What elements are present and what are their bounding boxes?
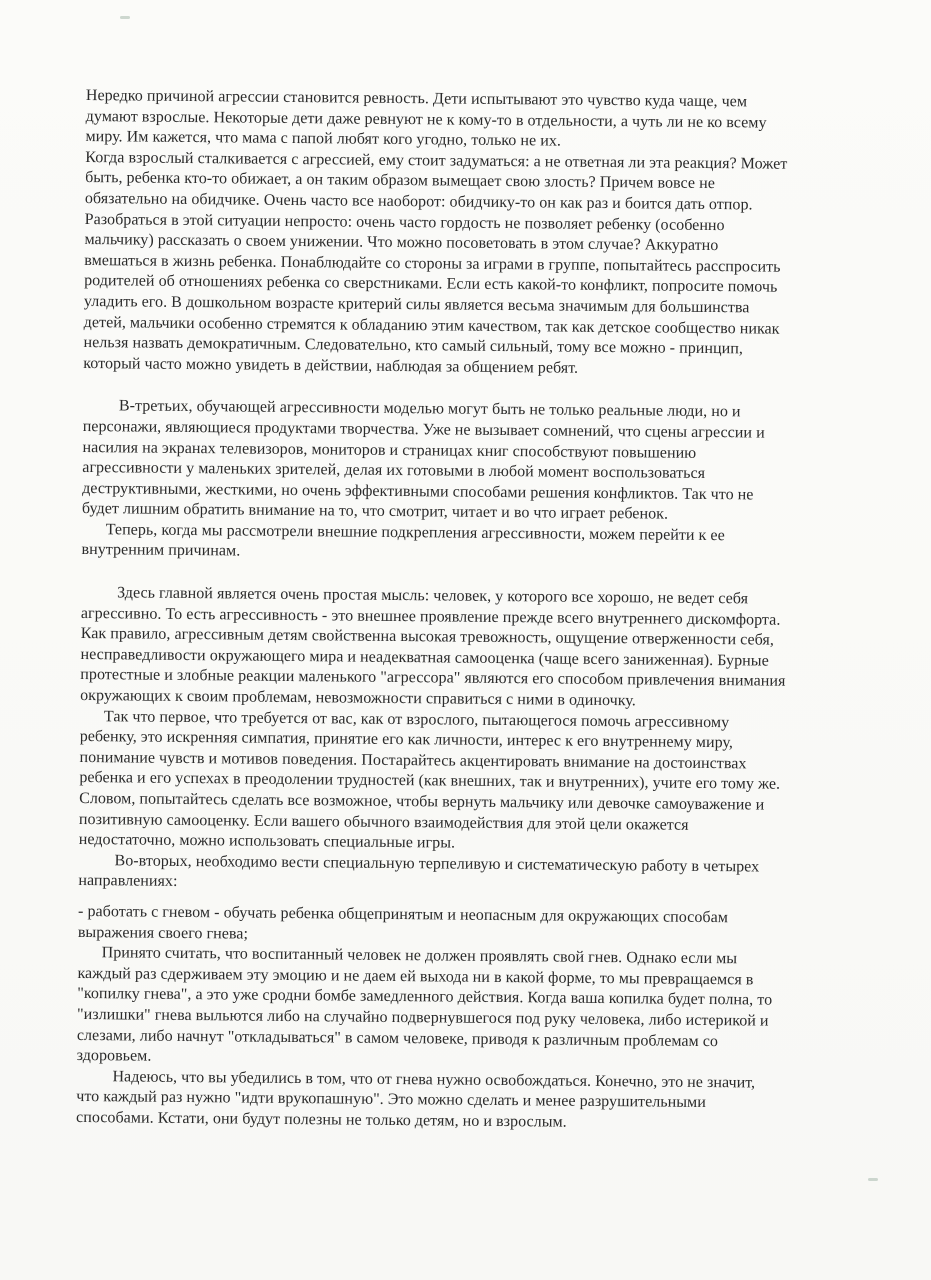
text-line: Когда взрослый сталкивается с агрессией, ему стоит задуматься: а не ответная ли эта реакция? Может — [85, 148, 788, 173]
text-line: недостаточно, можно использовать специальные игры. — [78, 831, 456, 852]
text-line: Принято считать, что воспитанный человек не должен проявлять свой гнев. Однако если мы — [101, 944, 738, 968]
text-line: понимание чувств и мотивов поведения. Постарайтесь акцентировать внимание на достоинствах — [79, 748, 747, 773]
text-line: думают взрослые. Некоторые дети даже ревнуют не к кому-то в отдельности, а чуть ли не ко всему — [85, 107, 767, 132]
document-body — [76, 86, 866, 1136]
scan-speck — [868, 1178, 878, 1181]
paragraph — [83, 148, 865, 382]
text-line: Как правило, агрессивным детям свойственна высокая тревожность, ощущение отверженности себя, — [80, 625, 774, 649]
text-line: Во-вторых, необходимо вести специальную терпеливую и систематическую работу в четырех — [114, 852, 760, 876]
text-line: будет лишним обратить внимание на то, что смотрит, читает и во что играет ребенок. — [81, 500, 669, 523]
text-line: обязательно на обидчике. Очень часто все наоборот: обидчику-то он как раз и боится дать отпор. — [84, 189, 753, 214]
text-line: вмешаться в жизнь ребенка. Понаблюдайте со стороны за играми в группе, попытайтесь расспросить — [84, 251, 781, 276]
text-line: внутренним причинам. — [81, 541, 241, 560]
text-line: "копилку гнева", а это уже сродни бомбе замедленного действия. Когда ваша копилка будет полна, то — [77, 985, 773, 1009]
text-line: деструктивными, жесткими, но очень эффективными способами решения конфликтов. Так что не — [82, 479, 754, 504]
paragraph — [82, 396, 863, 527]
text-line: позитивную самооценку. Если вашего обычного взаимодействия для этой цели окажется — [78, 810, 689, 834]
text-line: здоровьем. — [76, 1047, 152, 1065]
text-line: окружающих к своим проблемам, невозможности справиться с ними в одиночку. — [80, 687, 636, 710]
text-line: Надеюсь, что вы убедились в том, что от гнева нужно освобождаться. Конечно, это не значит, — [112, 1068, 756, 1092]
text-line: ребенку, это искренняя симпатия, принятие его как личности, интерес к его внутреннему миру, — [79, 728, 734, 752]
text-line: Разобраться в этой ситуации непросто: очень часто гордость не позволяет ребенку (особенно — [84, 210, 725, 234]
text-line: что каждый раз нужно "идти врукопашную". Это можно сделать и менее разрушительными — [76, 1088, 706, 1112]
text-line: - работать с гневом - обучать ребенка общепринятым и неопасным для окружающих способам — [77, 902, 729, 927]
text-line: В-третьих, обучающей агрессивности моделью могут быть не только реальные люди, но и — [118, 397, 741, 421]
paragraph — [81, 520, 861, 569]
paragraph — [77, 943, 858, 1074]
scan-speck — [120, 16, 130, 19]
paragraph — [80, 583, 861, 714]
text-line: нельзя назвать демократичным. Следовательно, кто самый сильный, тому все можно - принцип, — [83, 334, 744, 358]
text-line: способами. Кстати, они будут полезны не только детям, но и взрослым. — [76, 1108, 567, 1131]
text-line: быть, ребенка кто-то обижает, а он таким образом вымещает свою злость? Причем вовсе не — [85, 169, 715, 193]
paragraph — [85, 86, 866, 155]
text-line: ребенка и его успехах в преодолении трудностей (как внешних, так и внутренних), учите его тому же. — [79, 769, 781, 794]
text-line: каждый раз сдерживаем эту эмоцию и не даем ей выхода ни в какой форме, то мы превращаемся в — [77, 964, 754, 989]
text-line: Словом, попытайтесь сделать все возможное, чтобы вернуть мальчику или девочке самоуважение и — [79, 789, 765, 814]
text-line: Теперь, когда мы рассмотрели внешние подкрепления агрессивности, можем перейти к ее — [105, 521, 725, 545]
text-line: который часто можно увидеть в действии, наблюдая за общением ребят. — [83, 354, 579, 377]
text-line: родителей об отношениях ребенка со сверстниками. Если есть какой-то конфликт, попросите помочь — [84, 272, 778, 296]
paragraph — [76, 1067, 857, 1136]
text-line: уладить его. В дошкольном возрасте критерий силы является весьма значимым для большинства — [83, 292, 750, 317]
text-line: выражения своего гнева; — [77, 923, 249, 943]
text-line: детей, мальчики особенно стремятся к обладанию этим качеством, так как детское сообщество никак — [83, 313, 780, 338]
text-line: агрессивно. То есть агрессивность - это внешнее проявление прежде всего внутреннего дискомфорта. — [80, 604, 781, 629]
text-line: мальчику) рассказать о своем унижении. Что можно посоветовать в этом случае? Аккуратно — [84, 231, 719, 255]
text-line: Нередко причиной агрессии становится ревность. Дети испытывают это чувство куда чаще, чем — [85, 86, 748, 111]
text-line: агрессивности у маленьких зрителей, делая их готовыми в любой момент воспользоваться — [82, 459, 706, 483]
text-line: "излишки" гнева выльются либо на случайно подвернувшегося под руку человека, либо истерикой и — [77, 1005, 769, 1030]
text-line: слезами, либо начнут "откладываться" в самом человеке, приводя к различным проблемам со — [76, 1026, 719, 1050]
text-line: направлениях: — [78, 872, 178, 891]
text-line: протестные и злобные реакции маленького "агрессора" являются его способом привлечения внимания — [80, 666, 786, 691]
text-line: персонажи, являющиеся продуктами творчества. Уже не вызывает сомнений, что сцены агрессии и — [82, 417, 765, 442]
paragraph — [79, 707, 860, 859]
text-line: Так что первое, что требуется от вас, как от взрослого, пытающегося помочь агрессивному — [103, 707, 730, 731]
text-line: насилия на экранах телевизоров, мониторов и страницах книг способствуют повышению — [82, 438, 697, 462]
text-line: миру. Им кажется, что мама с папой любят кого угодно, только не их. — [85, 128, 562, 150]
text-line: Здесь главной является очень простая мысль: человек, у которого все хорошо, не ведет себя — [117, 584, 749, 608]
text-line: несправедливости окружающего мира и неадекватная самооценка (чаще всего заниженная). Бурные — [80, 645, 769, 670]
